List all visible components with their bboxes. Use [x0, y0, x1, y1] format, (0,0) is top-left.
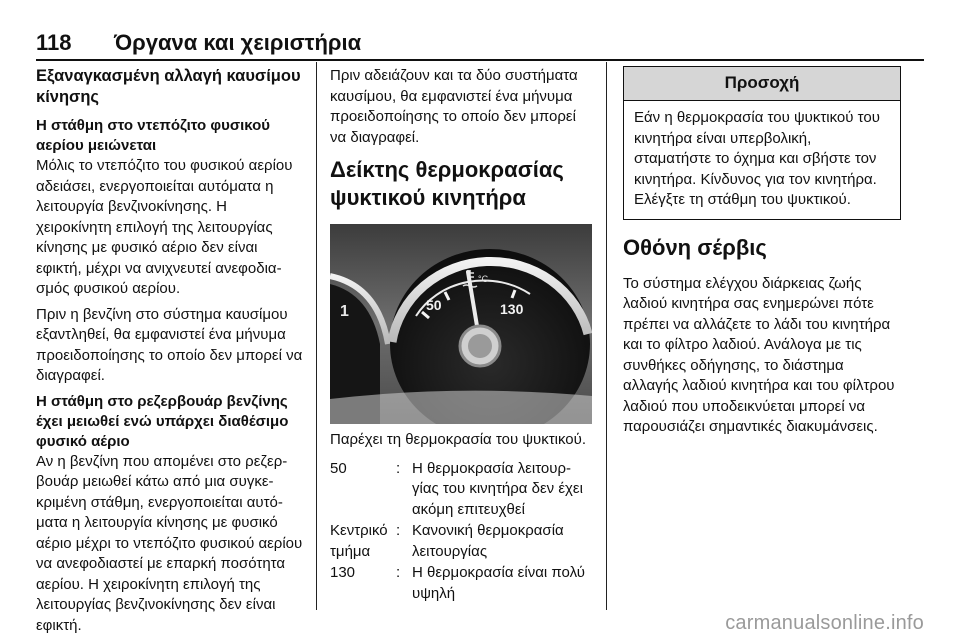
legend-key: 50 [330, 459, 347, 477]
section-title-service-display: Οθόνη σέρβις [623, 234, 767, 260]
legend-key: Κεντρικό τμήμα [330, 522, 388, 560]
section-title-forced-fuel-change: Εξαναγκασμένη αλλαγή καυσίμου κίνησης [36, 67, 301, 106]
legend-value: Η θερμοκρασία λειτουργίας του κινητήρα δεν έχει ακόμη επιτευχθεί [412, 459, 583, 518]
paragraph-petrol-low: Αν η βενζίνη που απομένει στο ρεζερβουάρ μειωθεί κάτω από μια συγκεκριμένη στάθμη, ενεργοποιείται αυτόματα η λειτουργία κίνησης με φυσικό αέριο μέχρι το ντεπόζιτο φυσικού αερίου να ανεφοδιαστεί με επαρκή ποσότητα αερίου. Η χειροκίνητη επιλογή της λειτουργίας βενζινοκίνησης δεν είναι εφικτή. [36, 452, 303, 634]
subsection-title-gas-low: Η στάθμη στο ντεπόζιτο φυσικού αερίου μειώνεται [36, 117, 271, 154]
column-divider-1 [316, 62, 317, 610]
column-1 [36, 66, 306, 641]
page-number: 118 [36, 30, 72, 55]
legend-item [330, 563, 592, 604]
watermark: carmanualsonline.info [725, 612, 924, 634]
subsection-title-petrol-low: Η στάθμη στο ρεζερβουάρ βενζίνης έχει μειωθεί ενώ υπάρχει διαθέσιμο φυσικό αέριο [36, 392, 289, 450]
coolant-gauge-photo [330, 224, 592, 424]
caution-box [623, 66, 901, 220]
gauge-mark-50: 50 [426, 297, 442, 313]
paragraph-gas-low-1: Μόλις το ντεπόζιτο του φυσικού αερίου αδειάσει, ενεργοποιείται αυτόματα η λειτουργία βενζινοκίνησης. Η χειροκίνητη επιλογή της λειτουργίας κίνησης με φυσικό αέριο δεν είναι εφικτή, μέχρι να ανιχνευτεί ανεφοδιασμός φυσικού αερίου. [36, 157, 293, 297]
caution-text: Εάν η θερμοκρασία του ψυκτικού του κινητήρα είναι υπερβολική, σταματήστε το όχημα και σβήστε τον κινητήρα. Κίνδυνος για τον κινητήρα. Ελέγξτε τη στάθμη του ψυκτικού. [634, 109, 880, 208]
column-2 [330, 66, 592, 605]
caution-title: Προσοχή [624, 67, 900, 101]
gauge-mark-130: 130 [500, 301, 524, 317]
paragraph-gas-low-2: Πριν η βενζίνη στο σύστημα καυσίμου εξαντληθεί, θα εμφανιστεί ένα μήνυμα προειδοποίησης το οποίο δεν μπορεί να διαγραφεί. [36, 305, 303, 384]
legend-value: Η θερμοκρασία είναι πολύ υψηλή [412, 564, 585, 602]
header-rule [36, 59, 924, 61]
gauge-caption: Παρέχει τη θερμοκρασία του ψυκτικού. [330, 431, 587, 448]
column-divider-2 [606, 62, 607, 610]
column-3 [623, 66, 901, 443]
legend-value: Κανονική θερμοκρασία λειτουργίας [412, 522, 564, 560]
gauge-legend [330, 459, 592, 605]
coolant-gauge-illustration [330, 224, 592, 424]
chapter-title: Όργανα και χειριστήρια [114, 30, 362, 55]
paragraph-both-empty: Πριν αδειάζουν και τα δύο συστήματα καυσίμου, θα εμφανιστεί ένα μήνυμα προειδοποίησης το οποίο δεν μπορεί να διαγραφεί. [330, 67, 578, 146]
legend-item [330, 521, 592, 562]
paragraph-service-display: Το σύστημα ελέγχου διάρκειας ζωής λαδιού κινητήρα σας ενημερώνει πότε πρέπει να αλλάζετε το λάδι του κινητήρα και το φίλτρο λαδιού. Ανάλογα με τις συνθήκες οδήγησης, το διάστημα αλλαγής λαδιού κινητήρα και του φίλτρου λαδιού που υποδεικνύεται μπορεί να παρουσιάζει σημαντικές διακυμάνσεις. [623, 274, 895, 435]
page-header [36, 30, 361, 58]
legend-key: 130 [330, 564, 356, 581]
gauge-unit: °C [478, 274, 489, 284]
legend-separator: : [396, 459, 401, 477]
legend-separator: : [396, 522, 401, 539]
legend-separator: : [396, 564, 401, 581]
section-title-coolant-gauge: Δείκτης θερμοκρασίας ψυκτικού κινητήρα [330, 157, 564, 210]
left-dial-mark: 1 [340, 303, 349, 320]
legend-item [330, 459, 592, 521]
